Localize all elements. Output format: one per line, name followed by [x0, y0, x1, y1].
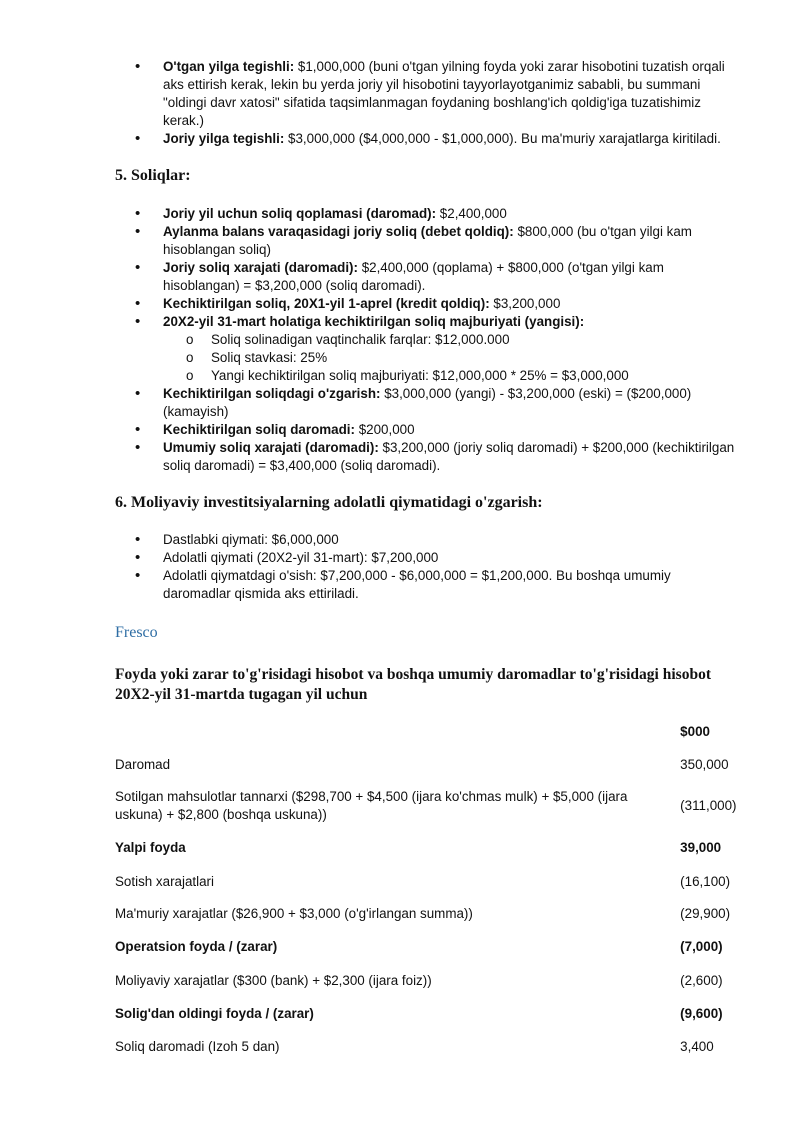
section-heading: 5. Soliqlar: — [115, 167, 191, 184]
section-6-list — [0, 531, 800, 603]
item-label: Joriy yil uchun soliq qoplamasi (daromad): — [163, 206, 437, 221]
item-text: $1,000,000 (buni o'tgan yilning foyda yoki zarar hisobotini tuzatish orqali aks ettirish kerak, lekin bu yerda joriy yil hisobotini tayyorlayotganimiz sababli, bu summani "oldingi davr xatosi" sifatida taqsimlanmagan foydaning boshlang'ich qoldig'iga tuzatishimiz kerak.) — [163, 59, 725, 128]
row-label: Daromad — [115, 756, 171, 772]
list-item: • Dastlabki qiymati: $6,000,000 — [0, 531, 800, 549]
list-item — [0, 205, 800, 223]
unit-header: $000 — [680, 724, 710, 739]
report-title-line: Foyda yoki zarar to'g'risidagi hisobot va boshqa umumiy daromadlar to'g'risidagi hisobot — [115, 666, 711, 683]
item-label: Kechiktirilgan soliq, 20X1-yil 1-aprel (kredit qoldiq): — [163, 296, 490, 311]
sub-list — [0, 331, 740, 385]
table-row — [115, 831, 745, 865]
section-5-list — [0, 205, 800, 475]
item-label: Joriy yilga tegishli: — [163, 131, 285, 146]
row-value: (9,600) — [680, 1005, 723, 1021]
table-row — [115, 898, 745, 930]
list-item — [0, 223, 800, 259]
row-value: (16,100) — [680, 873, 731, 889]
table-row — [115, 997, 745, 1030]
item-text: $2,400,000 — [436, 206, 507, 221]
list-item: • Adolatli qiymatdagi o'sish: $7,200,000 - $6,000,000 = $1,200,000. Bu boshqa umumiy daromadlar qismida aks ettiriladi. — [0, 567, 800, 603]
row-value: 350,000 — [680, 756, 729, 772]
bullet-list — [0, 205, 800, 475]
list-item: • Adolatli qiymati (20X2-yil 31-mart): $7,200,000 — [0, 549, 800, 567]
item-text: $3,200,000 — [489, 296, 561, 311]
item-label: Kechiktirilgan soliq daromadi: — [163, 422, 355, 437]
item-label: Umumiy soliq xarajati (daromadi): — [163, 440, 379, 455]
row-label: Moliyaviy xarajatlar ($300 (bank) + $2,300 (ijara foiz)) — [115, 972, 432, 988]
list-item — [0, 385, 800, 421]
list-item — [0, 313, 800, 385]
income-statement-table — [115, 716, 745, 1064]
list-item — [0, 130, 800, 148]
item-label: Aylanma balans varaqasidagi joriy soliq (debet qoldiq): — [163, 224, 514, 239]
row-label: Ma'muriy xarajatlar ($26,900 + $3,000 (o'g'irlangan summa)) — [115, 906, 473, 921]
row-value: (311,000) — [680, 798, 737, 813]
row-label: Yalpi foyda — [115, 840, 186, 855]
table-row — [115, 748, 745, 781]
table-row — [115, 964, 745, 997]
list-item — [0, 439, 800, 475]
table-row — [115, 930, 745, 964]
row-value: (29,900) — [680, 906, 731, 921]
item-text: $2,400,000 (qoplama) + $800,000 (o'tgan yilgi kam hisoblangan) = $3,200,000 (soliq daromadi). — [163, 260, 664, 293]
sub-list-item: o Soliq stavkasi: 25% — [0, 349, 740, 367]
item-label: O'tgan yilga tegishli: — [163, 59, 295, 74]
bullet-list — [0, 531, 800, 603]
item-label: 20X2-yil 31-mart holatiga kechiktirilgan soliq majburiyati (yangisi): — [163, 314, 585, 329]
item-label: Joriy soliq xarajati (daromadi): — [163, 260, 358, 275]
item-text: $3,200,000 (joriy soliq daromadi) + $200,000 (kechiktirilgan soliq daromadi) = $3,400,000 (soliq daromadi). — [163, 440, 735, 473]
row-value: 3,400 — [680, 1039, 714, 1054]
row-value: 39,000 — [680, 840, 722, 855]
table-row — [115, 781, 745, 831]
list-item — [0, 259, 800, 295]
sub-list-item: o Yangi kechiktirilgan soliq majburiyati: $12,000,000 * 25% = $3,000,000 — [0, 367, 740, 385]
section-heading: 6. Moliyaviy investitsiyalarning adolatli qiymatidagi o'zgarish: — [115, 494, 543, 511]
row-label: Operatsion foyda / (zarar) — [115, 939, 278, 954]
report-period-line: 20X2-yil 31-martda tugagan yil uchun — [115, 686, 368, 703]
list-item — [0, 295, 800, 313]
sub-list-item: o Soliq solinadigan vaqtinchalik farqlar: $12,000.000 — [0, 331, 740, 349]
item-text: $200,000 — [354, 422, 415, 437]
item-label: Kechiktirilgan soliqdagi o'zgarish: — [163, 386, 381, 401]
list-item — [0, 58, 800, 130]
item-text: $3,000,000 ($4,000,000 - $1,000,000). Bu ma'muriy xarajatlarga kiritiladi. — [284, 131, 721, 146]
company-heading: Fresco — [115, 624, 158, 641]
row-label: Solig'dan oldingi foyda / (zarar) — [115, 1005, 314, 1021]
row-label: Sotish xarajatlari — [115, 873, 214, 889]
row-value: (2,600) — [680, 972, 723, 988]
list-item — [0, 421, 800, 439]
section-4-tail — [0, 58, 800, 148]
table-row — [115, 865, 745, 898]
bullet-list — [0, 58, 800, 148]
row-label: Sotilgan mahsulotlar tannarxi ($298,700 + $4,500 (ijara ko'chmas mulk) + $5,000 (ijara uskuna) + $2,800 (boshqa uskuna)) — [115, 789, 628, 822]
table-row — [115, 1030, 745, 1064]
row-value: (7,000) — [680, 939, 723, 954]
item-text: $3,000,000 (yangi) - $3,200,000 (eski) = ($200,000) (kamayish) — [163, 386, 692, 419]
row-label: Soliq daromadi (Izoh 5 dan) — [115, 1039, 280, 1054]
item-text: $800,000 (bu o'tgan yilgi kam hisoblangan soliq) — [163, 224, 692, 257]
report-title — [115, 665, 755, 705]
table-header-row — [115, 716, 745, 748]
